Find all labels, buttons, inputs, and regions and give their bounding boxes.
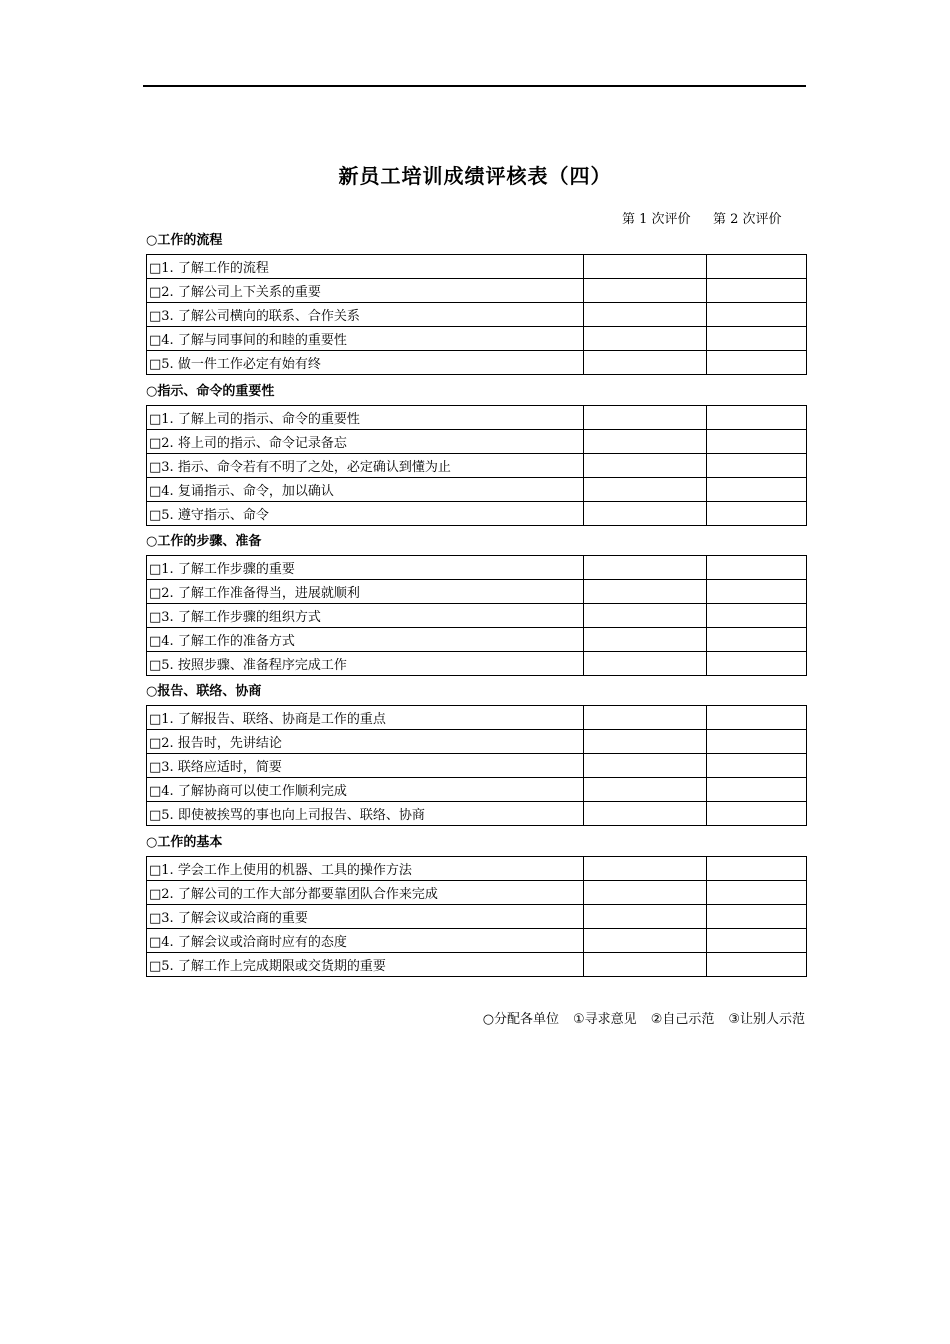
checklist-item: □2. 了解公司的工作大部分都要靠团队合作来完成	[147, 881, 584, 905]
second-evaluation-cell[interactable]	[707, 953, 807, 977]
table-row	[147, 881, 807, 905]
table-row	[147, 628, 807, 652]
checklist-item: □2. 报告时，先讲结论	[147, 730, 584, 754]
legend-item: ②自己示范	[650, 1012, 715, 1027]
second-evaluation-cell[interactable]	[707, 255, 807, 279]
first-evaluation-cell[interactable]	[584, 778, 707, 802]
table-row	[147, 478, 807, 502]
checklist-table	[146, 254, 807, 375]
first-evaluation-cell[interactable]	[584, 580, 707, 604]
checklist-item: □4. 复诵指示、命令，加以确认	[147, 478, 584, 502]
table-row	[147, 303, 807, 327]
first-evaluation-cell[interactable]	[584, 929, 707, 953]
first-evaluation-cell[interactable]	[584, 406, 707, 430]
second-evaluation-cell[interactable]	[707, 303, 807, 327]
second-evaluation-cell[interactable]	[707, 881, 807, 905]
table-row	[147, 857, 807, 881]
first-evaluation-cell[interactable]	[584, 754, 707, 778]
first-evaluation-cell[interactable]	[584, 881, 707, 905]
table-row	[147, 406, 807, 430]
checklist-item: □5. 按照步骤、准备程序完成工作	[147, 652, 584, 676]
section-work-steps	[146, 533, 805, 676]
second-evaluation-cell[interactable]	[707, 406, 807, 430]
second-evaluation-cell[interactable]	[707, 778, 807, 802]
section-heading: ○报告、联络、协商	[146, 684, 262, 699]
second-evaluation-cell[interactable]	[707, 279, 807, 303]
rating-legend	[483, 1008, 805, 1027]
table-row	[147, 778, 807, 802]
first-evaluation-cell[interactable]	[584, 905, 707, 929]
first-evaluation-cell[interactable]	[584, 628, 707, 652]
table-row	[147, 351, 807, 375]
first-evaluation-cell[interactable]	[584, 652, 707, 676]
first-evaluation-cell[interactable]	[584, 730, 707, 754]
first-evaluation-cell[interactable]	[584, 802, 707, 826]
page-title: 新员工培训成绩评核表（四）	[338, 164, 612, 188]
second-evaluation-cell[interactable]	[707, 905, 807, 929]
top-rule	[143, 85, 806, 87]
second-evaluation-cell[interactable]	[707, 857, 807, 881]
second-evaluation-cell[interactable]	[707, 454, 807, 478]
legend-item: ①寻求意见	[573, 1012, 637, 1027]
table-row	[147, 802, 807, 826]
section-reporting	[146, 683, 805, 826]
checklist-item: □5. 即使被挨骂的事也向上司报告、联络、协商	[147, 802, 584, 826]
legend-item: ○分配各单位	[482, 1012, 560, 1027]
checklist-item: □4. 了解会议或洽商时应有的态度	[147, 929, 584, 953]
first-evaluation-cell[interactable]	[584, 478, 707, 502]
checklist-item: □4. 了解与同事间的和睦的重要性	[147, 327, 584, 351]
checklist-item: □3. 指示、命令若有不明了之处，必定确认到懂为止	[147, 454, 584, 478]
first-evaluation-cell[interactable]	[584, 303, 707, 327]
first-evaluation-header: 第 1 次评价	[622, 212, 691, 227]
first-evaluation-cell[interactable]	[584, 857, 707, 881]
checklist-item: □2. 了解工作准备得当，进展就顺利	[147, 580, 584, 604]
table-row	[147, 454, 807, 478]
checklist-item: □1. 了解工作步骤的重要	[147, 556, 584, 580]
second-evaluation-cell[interactable]	[707, 706, 807, 730]
second-evaluation-cell[interactable]	[707, 604, 807, 628]
table-row	[147, 556, 807, 580]
table-row	[147, 255, 807, 279]
checklist-table	[146, 555, 807, 676]
legend-item: ③让别人示范	[728, 1012, 805, 1027]
second-evaluation-cell[interactable]	[707, 478, 807, 502]
first-evaluation-cell[interactable]	[584, 502, 707, 526]
checklist-item: □1. 学会工作上使用的机器、工具的操作方法	[147, 857, 584, 881]
second-evaluation-cell[interactable]	[707, 802, 807, 826]
checklist-item: □5. 了解工作上完成期限或交货期的重要	[147, 953, 584, 977]
second-evaluation-cell[interactable]	[707, 628, 807, 652]
second-evaluation-cell[interactable]	[707, 556, 807, 580]
table-row	[147, 929, 807, 953]
table-row	[147, 905, 807, 929]
second-evaluation-cell[interactable]	[707, 580, 807, 604]
second-evaluation-cell[interactable]	[707, 502, 807, 526]
first-evaluation-cell[interactable]	[584, 255, 707, 279]
checklist-table	[146, 705, 807, 826]
section-instructions	[146, 383, 805, 526]
first-evaluation-cell[interactable]	[584, 953, 707, 977]
checklist-item: □3. 了解工作步骤的组织方式	[147, 604, 584, 628]
first-evaluation-cell[interactable]	[584, 327, 707, 351]
checklist-table	[146, 856, 807, 977]
checklist-item: □5. 遵守指示、命令	[147, 502, 584, 526]
second-evaluation-cell[interactable]	[707, 430, 807, 454]
table-row	[147, 604, 807, 628]
table-row	[147, 754, 807, 778]
first-evaluation-cell[interactable]	[584, 706, 707, 730]
checklist-item: □2. 将上司的指示、命令记录备忘	[147, 430, 584, 454]
checklist-item: □3. 联络应适时，简要	[147, 754, 584, 778]
second-evaluation-cell[interactable]	[707, 730, 807, 754]
section-heading: ○指示、命令的重要性	[146, 384, 275, 399]
section-heading: ○工作的步骤、准备	[146, 534, 262, 549]
first-evaluation-cell[interactable]	[584, 454, 707, 478]
table-row	[147, 652, 807, 676]
second-evaluation-cell[interactable]	[707, 652, 807, 676]
first-evaluation-cell[interactable]	[584, 556, 707, 580]
checklist-item: □2. 了解公司上下关系的重要	[147, 279, 584, 303]
second-evaluation-cell[interactable]	[707, 929, 807, 953]
table-row	[147, 580, 807, 604]
table-row	[147, 430, 807, 454]
checklist-item: □1. 了解报告、联络、协商是工作的重点	[147, 706, 584, 730]
table-row	[147, 706, 807, 730]
checklist-item: □5. 做一件工作必定有始有终	[147, 351, 584, 375]
table-row	[147, 502, 807, 526]
table-row	[147, 953, 807, 977]
second-evaluation-cell[interactable]	[707, 754, 807, 778]
first-evaluation-cell[interactable]	[584, 430, 707, 454]
section-heading: ○工作的基本	[146, 835, 223, 850]
checklist-item: □1. 了解工作的流程	[147, 255, 584, 279]
second-evaluation-header: 第 2 次评价	[713, 212, 782, 227]
first-evaluation-cell[interactable]	[584, 604, 707, 628]
checklist-item: □1. 了解上司的指示、命令的重要性	[147, 406, 584, 430]
checklist-item: □3. 了解公司横向的联系、合作关系	[147, 303, 584, 327]
second-evaluation-cell[interactable]	[707, 351, 807, 375]
table-row	[147, 327, 807, 351]
checklist-item: □3. 了解会议或洽商的重要	[147, 905, 584, 929]
table-row	[147, 730, 807, 754]
first-evaluation-cell[interactable]	[584, 351, 707, 375]
section-work-basics	[146, 834, 805, 977]
checklist-item: □4. 了解协商可以使工作顺利完成	[147, 778, 584, 802]
second-evaluation-cell[interactable]	[707, 327, 807, 351]
section-heading: ○工作的流程	[146, 233, 223, 248]
section-work-process	[146, 232, 805, 375]
first-evaluation-cell[interactable]	[584, 279, 707, 303]
checklist-table	[146, 405, 807, 526]
table-row	[147, 279, 807, 303]
checklist-item: □4. 了解工作的准备方式	[147, 628, 584, 652]
